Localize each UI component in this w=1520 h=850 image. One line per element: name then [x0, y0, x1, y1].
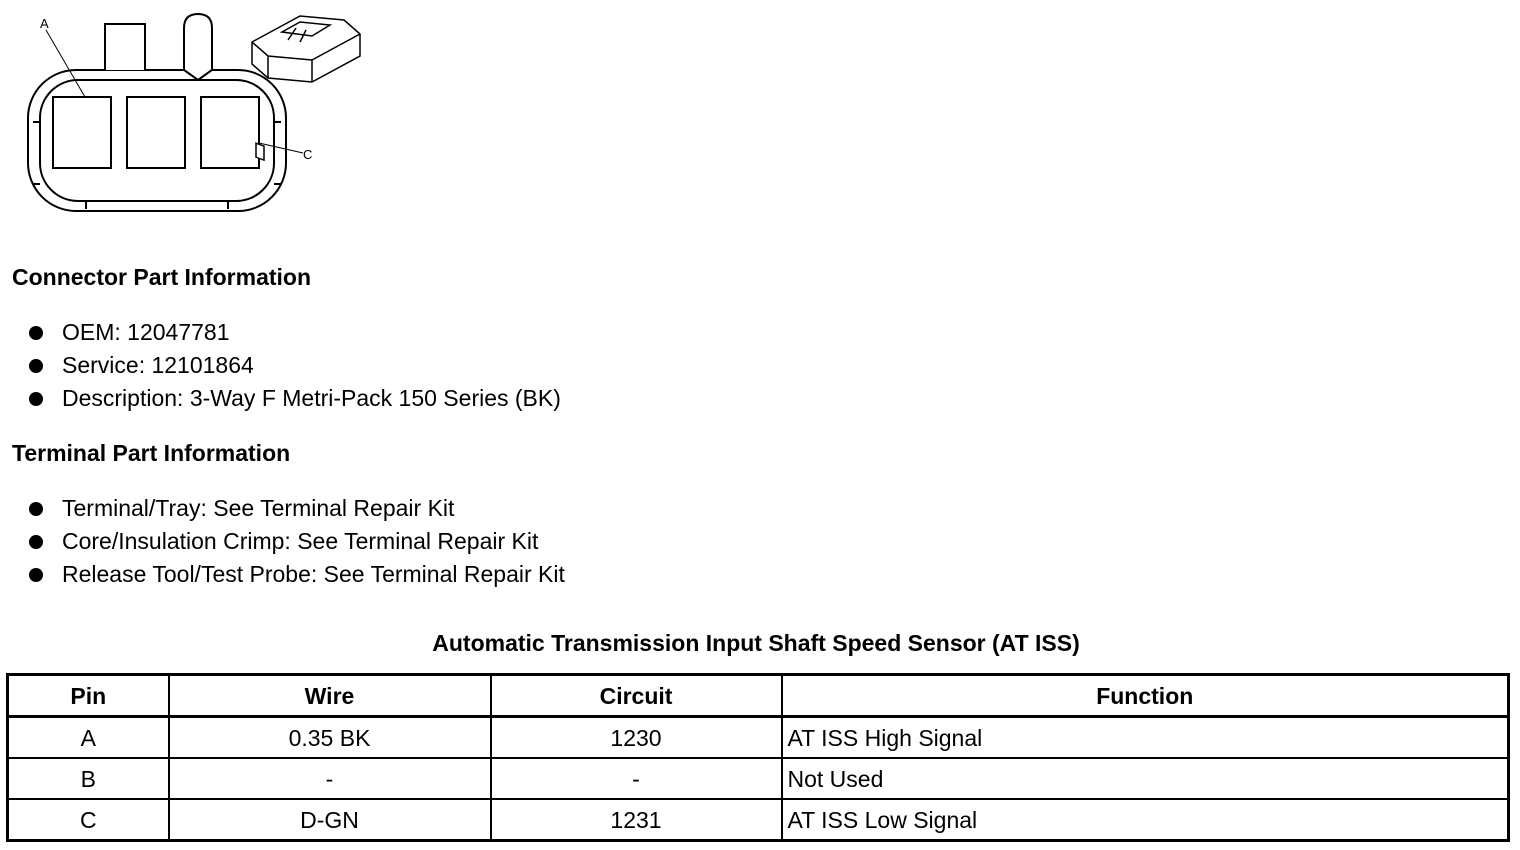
- table-title: Automatic Transmission Input Shaft Speed Sensor (AT ISS): [432, 630, 1080, 656]
- cavity-c: [201, 97, 259, 168]
- lock-tab: [105, 24, 145, 70]
- list-item-text: OEM: 12047781: [62, 319, 230, 345]
- list-item-text: Service: 12101864: [62, 352, 254, 378]
- cavity-label-a: A: [40, 16, 49, 31]
- table-row: [8, 717, 1509, 759]
- list-item: [28, 558, 565, 591]
- cell-circuit: 1231: [491, 799, 782, 841]
- connector-face-diagram: [0, 0, 380, 225]
- cell-pin: C: [8, 799, 169, 841]
- list-item: [28, 349, 561, 382]
- bullet-icon: [29, 392, 43, 406]
- terminal-part-info-list: [28, 492, 565, 591]
- latch-key: [184, 14, 212, 80]
- cell-function: Not Used: [782, 758, 1509, 799]
- cell-function: AT ISS High Signal: [782, 717, 1509, 759]
- list-item: [28, 492, 565, 525]
- bullet-icon: [29, 568, 43, 582]
- header-pin: Pin: [8, 675, 169, 717]
- cell-circuit: -: [491, 758, 782, 799]
- cell-wire: D-GN: [169, 799, 491, 841]
- connector-housing-inner: [40, 80, 274, 201]
- connector-3d-icon: [252, 16, 360, 160]
- connector-part-info-list: [28, 316, 561, 415]
- header-circuit: Circuit: [491, 675, 782, 717]
- bullet-icon: [29, 535, 43, 549]
- bullet-icon: [29, 359, 43, 373]
- list-item: [28, 525, 565, 558]
- list-item-text: Release Tool/Test Probe: See Terminal Repair Kit: [62, 561, 565, 587]
- pinout-table: [6, 673, 1510, 842]
- cavity-a: [53, 97, 111, 168]
- cell-wire: 0.35 BK: [169, 717, 491, 759]
- header-wire: Wire: [169, 675, 491, 717]
- terminal-part-info-heading: Terminal Part Information: [12, 440, 291, 466]
- cell-pin: B: [8, 758, 169, 799]
- connector-part-info-heading: Connector Part Information: [12, 264, 312, 290]
- cell-pin: A: [8, 717, 169, 759]
- cell-function: AT ISS Low Signal: [782, 799, 1509, 841]
- table-header-row: [8, 675, 1509, 717]
- list-item-text: Core/Insulation Crimp: See Terminal Repair Kit: [62, 528, 539, 554]
- list-item-text: Description: 3-Way F Metri-Pack 150 Series (BK): [62, 385, 561, 411]
- bullet-icon: [29, 326, 43, 340]
- cell-wire: -: [169, 758, 491, 799]
- connector-housing-outer: [28, 70, 286, 211]
- cavity-b: [127, 97, 185, 168]
- bullet-icon: [29, 502, 43, 516]
- cell-circuit: 1230: [491, 717, 782, 759]
- list-item-text: Terminal/Tray: See Terminal Repair Kit: [62, 495, 455, 521]
- cavity-label-c: C: [303, 147, 313, 162]
- list-item: [28, 382, 561, 415]
- table-row: [8, 799, 1509, 841]
- table-row: [8, 758, 1509, 799]
- header-function: Function: [782, 675, 1509, 717]
- list-item: [28, 316, 561, 349]
